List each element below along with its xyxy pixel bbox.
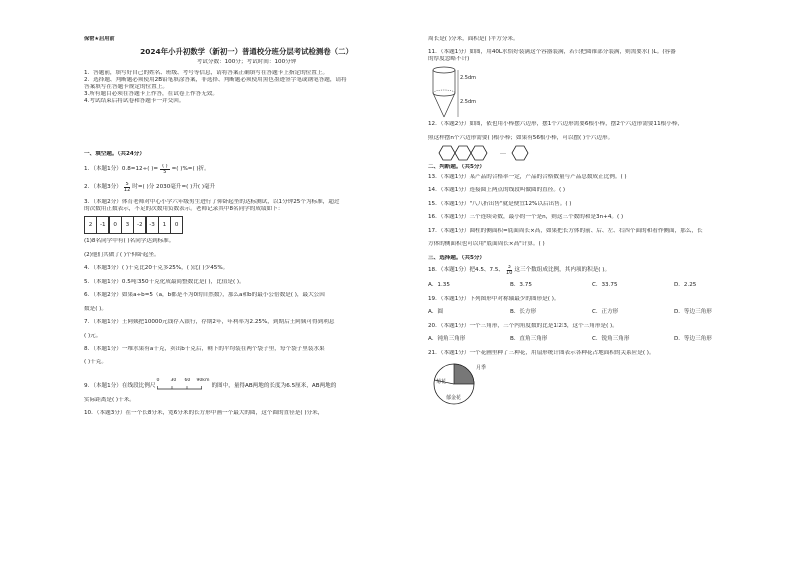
question-5: 5．（本题1分）0.5吨∶350千克化成最简整数比是( )，比值是( )。 (84, 278, 245, 285)
question-8-line-2: ( )千克。 (84, 359, 107, 366)
left-column (84, 36, 409, 417)
option-d[interactable]: D．等边三角形 (674, 336, 712, 343)
question-20: 20．（本题1分）一个三角形，三个内角度数的比是1∶2∶3，这个三角形是( )。 (428, 322, 618, 329)
question-17-line-1: 17．（本题1分）圆柱的侧面积=底面周长×高，如果把长方体的前、后、左、右四个面的和看作侧面，那么，长 (428, 227, 703, 234)
q1-text: 1．（本题1分）0.8=12÷( )= (84, 166, 159, 173)
dimension-label-bottom: 2.5dm (460, 99, 476, 106)
question-2 (84, 182, 409, 193)
question-12-line-2: 照这样摆n个六边形需要( )根小棒；如果有56根小棒，可以摆( )个六边形。 (428, 134, 614, 141)
option-c[interactable]: C．正方形 (592, 309, 619, 316)
option-b[interactable]: B．长方形 (510, 309, 537, 316)
question-6-line-1: 6．（本题2分）如果a÷b=5（a，b都是不为0的自然数），那么a和b的最小公倍数是( )，最大公因 (84, 292, 325, 299)
question-11-line-2: 的厚度忽略不计) (428, 56, 470, 63)
q3-score-cell: 0 (170, 216, 183, 234)
section-fill-heading: 一、填空题。（共24分） (84, 150, 145, 157)
q3-score-table (84, 216, 409, 234)
question-4: 4．（本题3分）( )千克比20千克多25%，( )比( )少45%。 (84, 265, 229, 272)
q1-tail: =( )%=( )折。 (171, 166, 210, 173)
q3-score-cell: 1 (158, 216, 171, 234)
question-14: 14．（本题1分）连接圆上两点的线段叫做圆的直径。( ) (428, 187, 566, 194)
question-8-line-1: 8．（本题1分）一堆水果有a千克，卖出b千克后，剩下的平均装在两个袋子里，每个袋子里装水果 (84, 345, 325, 352)
cylinder-cone-icon (430, 65, 470, 121)
question-19: 19．（本题1分）下列图形中对称轴最少的图形是( )。 (428, 295, 560, 302)
q3-score-cell: -2 (133, 216, 146, 234)
scale-tick-label: 90km (196, 378, 210, 384)
question-11-line-1: 11．（本题1分）如图，用40L水恰好装满这个容器装满，若只把圆锥部分装满，则需要水( )L。(容器 (428, 49, 676, 56)
option-d[interactable]: D．2.25 (674, 282, 697, 289)
option-c[interactable]: C．33.75 (592, 282, 618, 289)
section-choice-heading: 三、选择题。（共5分） (428, 254, 486, 261)
q18-frac-den: 10 (506, 269, 513, 276)
note-4: 3.所有题目必须在答题卡上作答，在试卷上作答无效。 (84, 90, 218, 97)
exam-title: 2024年小升初数学（新初一）普通校分班分层考试检测卷（二） (140, 46, 353, 56)
scale-bar (157, 378, 209, 390)
question-9-line-1 (84, 378, 409, 390)
pie-chart-figure (428, 361, 756, 409)
q1-frac-num: ( ) (162, 164, 168, 170)
note-5: 4.考试结束后将试卷和答题卡一并交回。 (84, 97, 185, 104)
question-16: 16．（本题1分）三个连续奇数，最小的一个是n，则这三个数的和是3n+4。( ) (428, 214, 624, 221)
hexagon-icon (510, 144, 530, 162)
question-3-sub-1: (1)8名同学中有( )名同学达到标准。 (84, 238, 175, 245)
q18-tail: 这三个数组成比例，其内项的积是( )。 (514, 266, 611, 273)
question-6-line-2: 数是( )。 (84, 305, 107, 312)
scale-tick-label: 30 (170, 378, 177, 384)
q20-options (428, 336, 756, 343)
option-b[interactable]: B．3.75 (510, 282, 532, 289)
secret-label: 保密★启用前 (84, 36, 115, 42)
question-7-line-1: 7．（本题1分）王阿姨把10000元钱存入银行，存期2年，年利率为2.25%，到期后王阿姨可得到利息 (84, 319, 335, 326)
scale-tick-label: 0 (156, 378, 160, 384)
section-judge-heading: 二、判断题。（共5分） (428, 163, 486, 170)
option-b[interactable]: B．直角三角形 (510, 336, 548, 343)
q18-frac-num: 3 (507, 264, 511, 270)
question-10-cont: 周长是( )分米，面积是( )平方分米。 (428, 36, 519, 42)
question-3-line-2: 的次数用正数表示，不足的次数用负数表示。老师记录其中8名同学的成绩如下： (84, 206, 284, 213)
note-2: 2．选择题、判断题必须使用2B铅笔填涂答案，非选择、判断题必须使用黑色墨迹签字笔或钢笔答题，请将 (84, 76, 347, 83)
scale-tick-label: 60 (184, 378, 191, 384)
q3-score-cell: -3 (146, 216, 159, 234)
note-3: 答案填写在答题卡规定的位置上。 (84, 83, 168, 90)
hexagon-figure (428, 142, 756, 164)
question-21: 21．（本题1分）一个花圃里种了三种花，用扇形统计图表示各种花占地面积的关系应是( )。 (428, 349, 655, 356)
q18-text: 18．（本题1分）把4.5、7.5、 (428, 266, 505, 273)
q2-text: 2．（本题3分） (84, 183, 122, 190)
q3-score-cell: 2 (84, 216, 97, 234)
question-1 (84, 164, 409, 175)
dimension-label-top: 2.5dm (460, 75, 476, 82)
note-1: 1．答题前，填写好自己的姓名、班级、考号等信息，请将答案正确填写在答题卡上指定的位置上。 (84, 69, 329, 76)
container-figure (428, 63, 756, 121)
pie-label-chrysanthemum: 菊花 (436, 378, 447, 385)
q2-frac-den: 12 (123, 186, 131, 193)
question-9-line-2: 实际距离是( )千米。 (84, 396, 135, 403)
ellipsis-mark: … (500, 149, 506, 157)
question-3-line-1: 3．（本题2分）体育老师对中心小学六年级男生进行了仰卧起坐的达标测试，以1分钟25个为标准，超过 (84, 199, 340, 206)
question-15: 15．（本题1分）"八八折出售"就是便宜12%以后出售。( ) (428, 200, 572, 207)
option-c[interactable]: C．锐角三角形 (592, 336, 630, 343)
q3-score-cell: 3 (121, 216, 134, 234)
question-12-line-1: 12．（本题2分）如图，依也用小棒摆六边形，摆1个六边形需要6根小棒，摆2个六边形需要11根小棒， (428, 121, 684, 128)
question-10: 10．（本题3分）在一个长8分米，宽6分米的长方形中画一个最大的圆，这个圆的直径是( )分米， (84, 410, 324, 417)
q3-score-cell: 0 (109, 216, 122, 234)
question-17-line-2: 方体的侧面积也可以用"底面周长×高"计算。( ) (428, 241, 545, 248)
q9-text-a: 9．（本题1分）在线段比例尺 (84, 383, 156, 390)
q18-options (428, 282, 756, 289)
q19-options (428, 309, 756, 316)
exam-subinfo: 考试分数：100分；考试时间：100分钟 (196, 58, 297, 65)
q2-frac-num: 5 (125, 181, 129, 187)
q3-score-cell: -1 (96, 216, 109, 234)
scale-line (157, 386, 209, 390)
pie-label-tulip: 郁金花 (446, 394, 462, 401)
hexagon-chain-icon (434, 144, 496, 162)
q2-tail: 时=( )分 2030毫升=( )升( )毫升 (132, 183, 216, 190)
option-d[interactable]: D．等边三角形 (674, 309, 712, 316)
option-a[interactable]: A．钝角三角形 (428, 336, 466, 343)
question-3-sub-2: (2)他们共做了( )个仰卧起坐。 (84, 251, 160, 258)
q1-frac-den: 5 (163, 169, 167, 176)
pie-label-rose: 月季 (476, 364, 487, 371)
q9-text-b: 的图中，量得AB两地的长度为6.5厘米，AB两地的 (211, 383, 337, 390)
option-a[interactable]: A．1.35 (428, 282, 450, 289)
question-13: 13．（本题1分）某产品的合格率一定，产品的合格数量与产品总数成正比例。( ) (428, 173, 627, 180)
question-18 (428, 265, 756, 276)
question-7-line-2: ( )元。 (84, 332, 102, 339)
option-a[interactable]: A．圆 (428, 309, 444, 316)
right-column (428, 36, 756, 409)
